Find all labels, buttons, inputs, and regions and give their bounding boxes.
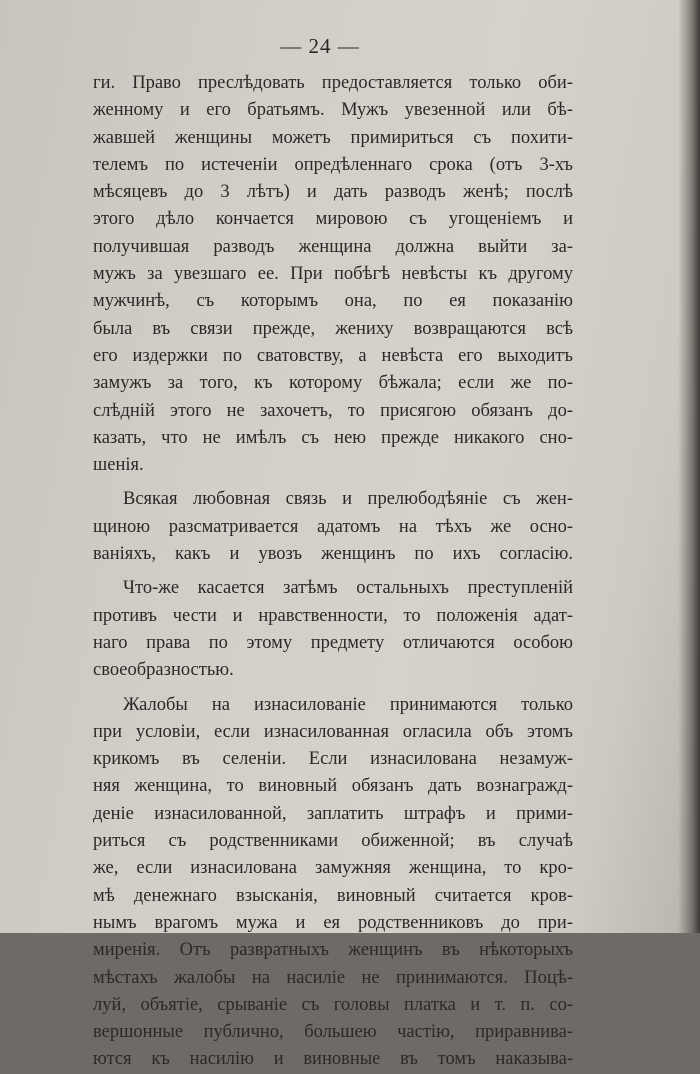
text-line: жавшей женщины можетъ примириться съ похити- [93, 127, 573, 148]
paragraph-1 [93, 70, 573, 479]
page-number: — 24 — [280, 34, 360, 58]
text-line: нымъ врагомъ мужа и ея родственниковъ до при- [93, 912, 573, 933]
text-line: Всякая любовная связь и прелюбодѣяніе съ жен- [123, 489, 573, 510]
text-line: получившая разводъ женщина должна выйти за- [93, 236, 573, 257]
text-line: своеобразностью. [93, 660, 234, 681]
text-line: Что-же касается затѣмъ остальныхъ преступленій [123, 578, 573, 599]
text-line: замужъ за того, къ которому бѣжала; если же по- [93, 373, 573, 394]
text-line: телемъ по истеченіи опредѣленнаго срока (отъ 3-хъ [93, 154, 573, 175]
paragraph-2 [93, 486, 573, 568]
text-line: женному и его братьямъ. Мужъ увезенной или бѣ- [93, 100, 573, 121]
text-line: щиною разсматривается адатомъ на тѣхъ же осно- [93, 516, 573, 537]
text-line: вершонные публично, большею частію, приравнива- [93, 1022, 573, 1043]
paragraph-4 [93, 692, 573, 1074]
text-line: деніе изнасилованной, заплатить штрафъ и прими- [93, 803, 573, 824]
text-line: же, если изнасилована замужняя женщина, то кро- [93, 858, 573, 879]
body-text [93, 70, 573, 1074]
text-line: мѣ денежнаго взысканія, виновный считается кров- [93, 885, 573, 906]
text-line: мѣсяцевъ до 3 лѣтъ) и дать разводъ женѣ; послѣ [93, 182, 573, 203]
text-line: мѣстахъ жалобы на насиліе не принимаются. Поцѣ- [93, 967, 573, 988]
text-line: риться съ родственниками обиженной; въ случаѣ [93, 831, 573, 852]
text-line: няя женщина, то виновный обязанъ дать вознагражд- [93, 776, 573, 797]
text-line: противъ чести и нравственности, то положенія адат- [93, 605, 573, 626]
text-line: его издержки по сватовству, а невѣста его выходитъ [93, 345, 573, 366]
text-line: луй, объятіе, срываніе съ головы платка и т. п. со- [93, 994, 573, 1015]
text-line: ги. Право преслѣдовать предоставляется только оби- [93, 73, 573, 93]
text-line: была въ связи прежде, жениху возвращаются всѣ [93, 318, 573, 339]
text-line: крикомъ въ селеніи. Если изнасилована незамуж- [93, 749, 573, 770]
text-line: миренія. Отъ развратныхъ женщинъ въ нѣкоторыхъ [93, 940, 573, 961]
text-line: этого дѣло кончается мировою съ угощеніемъ и [93, 209, 573, 230]
paragraph-3 [93, 575, 573, 684]
text-line: наго права по этому предмету отличаются особою [93, 632, 573, 653]
text-line: Жалобы на изнасилованіе принимаются только [123, 694, 573, 715]
text-line: при условіи, если изнасилованная огласила объ этомъ [93, 721, 573, 742]
page-edge-shadow [678, 0, 700, 933]
text-line: мужчинѣ, съ которымъ она, по ея показанію [93, 291, 573, 312]
text-line: шенія. [93, 455, 144, 476]
text-line: ваніяхъ, какъ и увозъ женщинъ по ихъ согласію. [93, 544, 573, 565]
text-line: казать, что не имѣлъ съ нею прежде никакого сно- [93, 427, 573, 448]
text-line: мужъ за увезшаго ее. При побѣгѣ невѣсты къ другому [93, 264, 573, 285]
text-line: ются къ насилію и виновные въ томъ наказыва- [93, 1049, 573, 1070]
text-line: слѣдній этого не захочетъ, то присягою обязанъ до- [93, 400, 573, 421]
